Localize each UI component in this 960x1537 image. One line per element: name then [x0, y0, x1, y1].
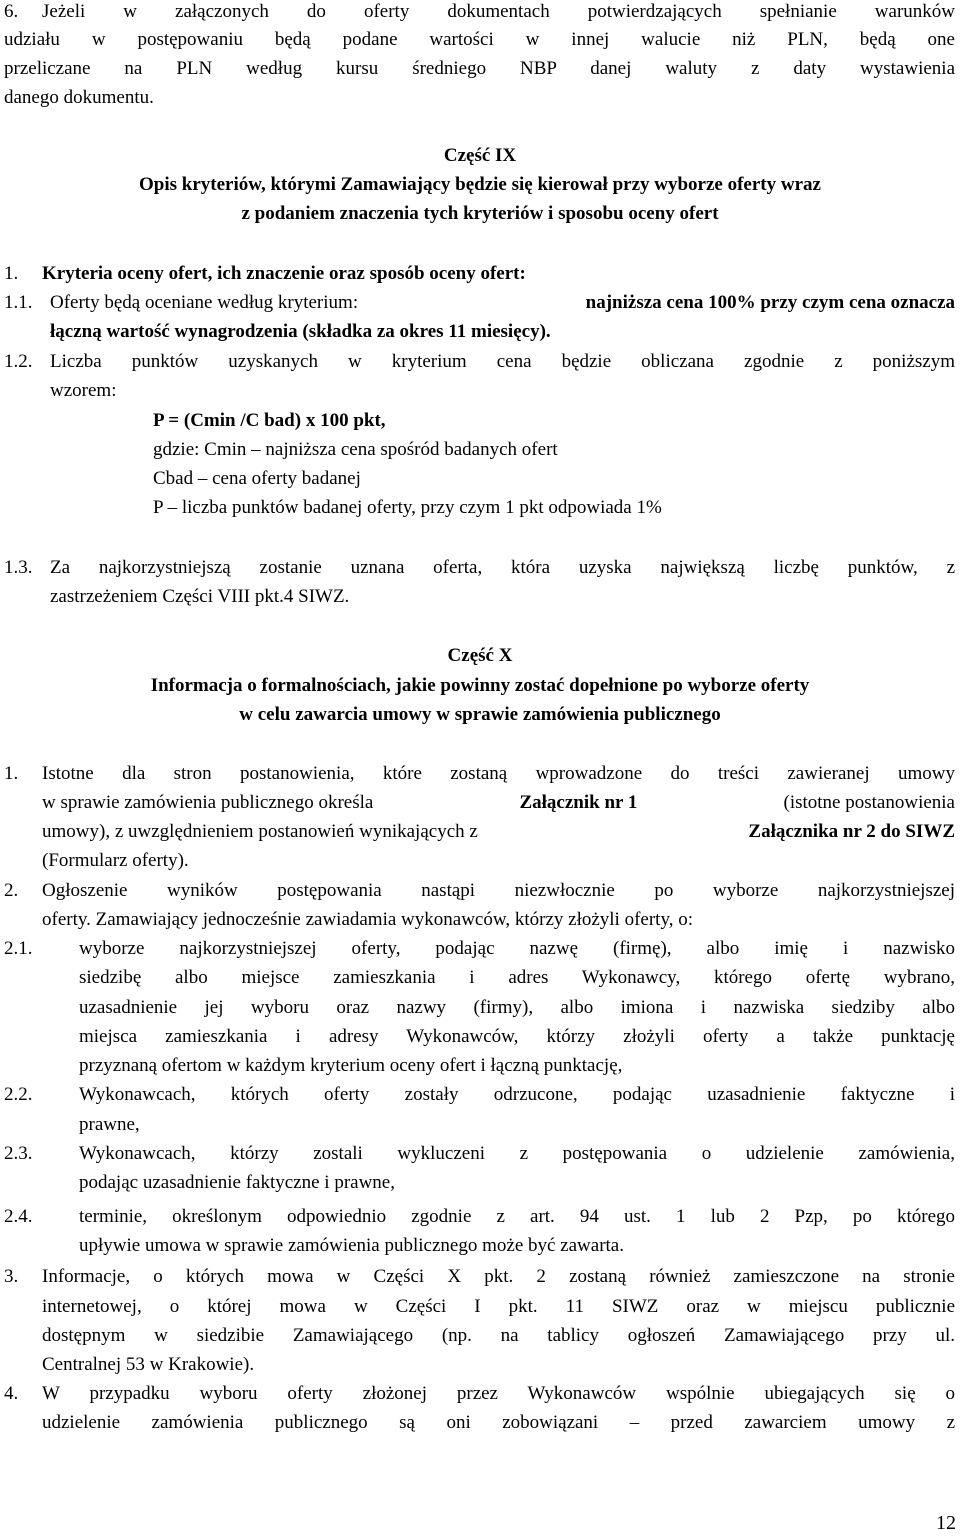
x-p2-2-line-1: Wykonawcach, których oferty zostały odrzucone, podając uzasadnienie faktyczne i: [79, 1084, 955, 1105]
p1-2-line-2: wzorem:: [50, 380, 117, 401]
x-p2-1-number: 2.1.: [4, 938, 33, 959]
part-ix-heading-line-1: Opis kryteriów, którymi Zamawiający będzie się kierował przy wyborze oferty wraz: [139, 174, 821, 195]
x-p4-number: 4.: [4, 1383, 19, 1404]
item-6-number: 6.: [4, 1, 19, 22]
item-6-line-1: Jeżeli w załączonych do oferty dokumentach potwierdzających spełnianie warunków: [42, 1, 955, 22]
part-x-title: Część X: [447, 645, 513, 666]
part-x-heading-line-2: w celu zawarcia umowy w sprawie zamówienia publicznego: [239, 704, 721, 725]
x-p3-line-4: Centralnej 53 w Krakowie).: [42, 1354, 255, 1375]
x-p3-line-3: dostępnym w siedzibie Zamawiającego (np. na tablicy ogłoszeń Zamawiającego przy ul.: [42, 1325, 955, 1346]
x-p4-line-2: udzielenie zamówienia publicznego są oni zobowiązani – przed zawarciem umowy z: [42, 1412, 955, 1433]
x-p1-line-4: (Formularz oferty).: [42, 850, 189, 871]
x-p2-line-1: Ogłoszenie wyników postępowania nastąpi niezwłocznie po wyborze najkorzystniejszej: [42, 880, 955, 901]
part-x-heading-line-1: Informacja o formalnościach, jakie powinny zostać dopełnione po wyborze oferty: [150, 675, 810, 696]
x-p1-line-3-text: umowy), z uwzględnieniem postanowień wynikających z: [42, 821, 478, 842]
p1-3-line-1: Za najkorzystniejszą zostanie uznana oferta, która uzyska największą liczbę punktów, z: [50, 557, 955, 578]
p1-1-number: 1.1.: [4, 292, 33, 313]
p1-heading: Kryteria oceny ofert, ich znaczenie oraz sposób oceny ofert:: [42, 263, 526, 284]
p1-1-criterion: najniższa cena 100% przy czym cena oznacza: [585, 292, 955, 313]
p1-3-line-2: zastrzeżeniem Części VIII pkt.4 SIWZ.: [50, 586, 350, 607]
p1-2-number: 1.2.: [4, 351, 33, 372]
formula-legend-3: P – liczba punktów badanej oferty, przy czym 1 pkt odpowiada 1%: [153, 497, 662, 518]
p1-1-line-1: [50, 291, 955, 315]
x-p2-1-line-5: przyznaną ofertom w każdym kryterium oceny ofert i łączną punktację,: [79, 1055, 623, 1076]
x-p2-1-line-3: uzasadnienie jej wyboru oraz nazwy (firmy), albo imiona i nazwiska siedziby albo: [79, 997, 955, 1018]
x-p2-2-line-2: prawne,: [79, 1114, 140, 1135]
x-p4-line-1: W przypadku wyboru oferty złożonej przez Wykonawców wspólnie ubiegających się o: [42, 1383, 955, 1404]
formula: P = (Cmin /C bad) x 100 pkt,: [153, 410, 386, 431]
x-p1-number: 1.: [4, 763, 19, 784]
x-p2-1-line-2: siedzibę albo miejsce zamieszkania i adres Wykonawcy, którego ofertę wybrano,: [79, 967, 955, 988]
item-6-line-3: przeliczane na PLN według kursu średniego NBP danej waluty z daty wystawienia: [4, 58, 955, 79]
part-ix-title: Część IX: [443, 145, 517, 166]
x-p2-3-number: 2.3.: [4, 1143, 33, 1164]
p1-1-text: Oferty będą oceniane według kryterium:: [50, 292, 363, 313]
x-p2-3-line-2: podając uzasadnienie faktyczne i prawne,: [79, 1172, 395, 1193]
attachment-1-ref: Załącznik nr 1: [519, 792, 638, 813]
x-p1-line-2: [42, 791, 955, 815]
p1-number: 1.: [4, 263, 19, 284]
item-6-line-4: danego dokumentu.: [4, 87, 154, 108]
formula-legend-1: gdzie: Cmin – najniższa cena spośród badanych ofert: [153, 439, 558, 460]
part-ix-heading-line-2: z podaniem znaczenia tych kryteriów i sposobu oceny ofert: [241, 203, 719, 224]
x-p3-line-1: Informacje, o których mowa w Części X pkt. 2 zostaną również zamieszczone na stronie: [42, 1266, 955, 1287]
attachment-2-ref: Załącznika nr 2 do SIWZ: [748, 821, 955, 842]
formula-legend-2: Cbad – cena oferty badanej: [153, 468, 361, 489]
p1-2-line-1: Liczba punktów uzyskanych w kryterium cena będzie obliczana zgodnie z poniższym: [50, 351, 955, 372]
page-number: 12: [936, 1512, 956, 1534]
x-p2-4-line-2: upływie umowa w sprawie zamówienia publicznego może być zawarta.: [79, 1235, 624, 1256]
x-p2-number: 2.: [4, 880, 19, 901]
x-p1-line-2-tail: (istotne postanowienia: [783, 792, 955, 813]
item-6-line-2: udziału w postępowaniu będą podane wartości w innej walucie niż PLN, będą one: [4, 29, 955, 50]
x-p1-line-3: [42, 820, 955, 844]
x-p2-4-number: 2.4.: [4, 1206, 33, 1227]
x-p2-line-2: oferty. Zamawiający jednocześnie zawiadamia wykonawców, którzy złożyli oferty, o:: [42, 909, 694, 930]
x-p2-4-line-1: terminie, określonym odpowiednio zgodnie z art. 94 ust. 1 lub 2 Pzp, po którego: [79, 1206, 955, 1227]
x-p3-number: 3.: [4, 1266, 19, 1287]
x-p2-1-line-1: wyborze najkorzystniejszej oferty, podając nazwę (firmę), albo imię i nazwisko: [79, 938, 955, 959]
p1-3-number: 1.3.: [4, 557, 33, 578]
p1-1-line-2: łączną wartość wynagrodzenia (składka za okres 11 miesięcy).: [50, 321, 551, 342]
x-p1-line-2-text: w sprawie zamówienia publicznego określa: [42, 792, 374, 813]
x-p3-line-2: internetowej, o której mowa w Części I pkt. 11 SIWZ oraz w miejscu publicznie: [42, 1296, 955, 1317]
x-p1-line-1: Istotne dla stron postanowienia, które zostaną wprowadzone do treści zawieranej umowy: [42, 763, 955, 784]
x-p2-1-line-4: miejsca zamieszkania i adresy Wykonawców, którzy złożyli oferty a także punktację: [79, 1026, 955, 1047]
x-p2-3-line-1: Wykonawcach, którzy zostali wykluczeni z postępowania o udzielenie zamówienia,: [79, 1143, 955, 1164]
x-p2-2-number: 2.2.: [4, 1084, 33, 1105]
